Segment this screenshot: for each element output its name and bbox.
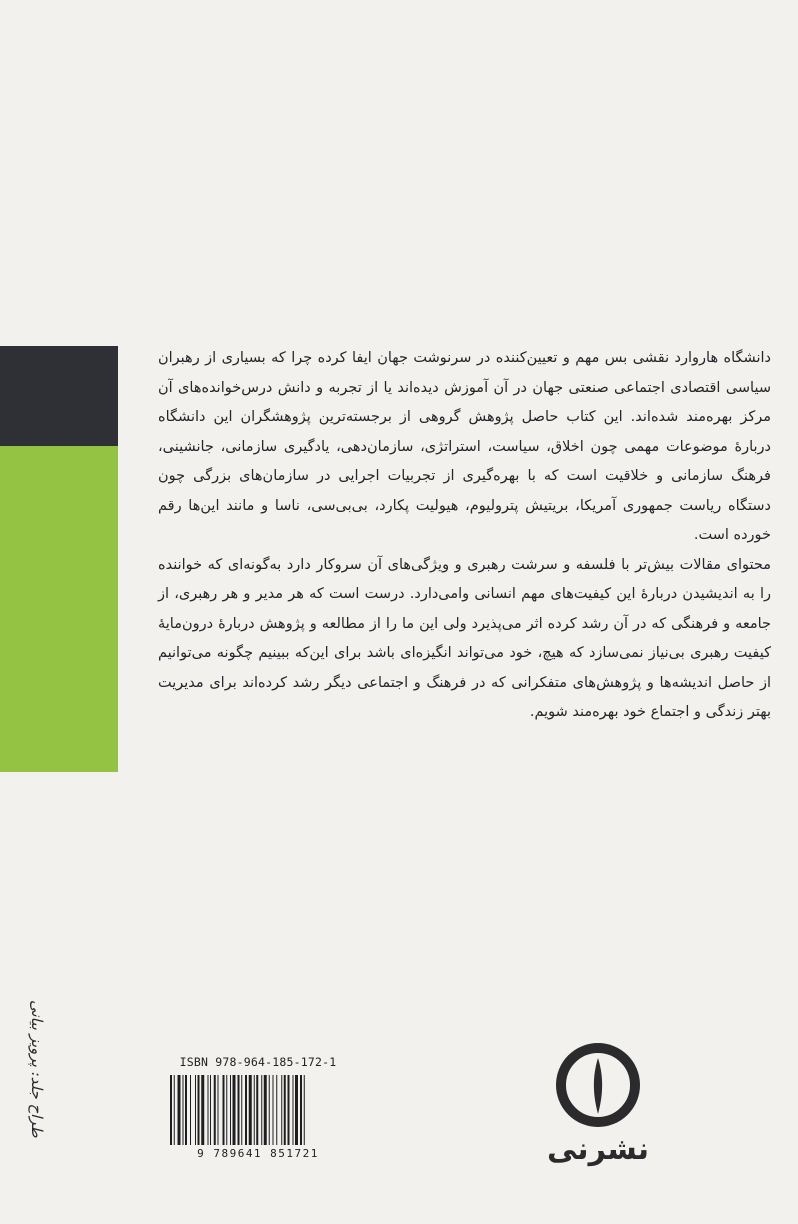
cover-designer-text: طراح جلد: پرویز بیانی [28, 1000, 46, 1138]
green-color-band [0, 446, 118, 772]
isbn-barcode [168, 1055, 348, 1167]
dark-color-band [0, 346, 118, 446]
isbn-label: ISBN 978-964-185-172-1 [179, 1055, 337, 1069]
blurb-paragraph-2: محتوای مقالات بیش‌تر با فلسفه و سرشت رهبری و ویژگی‌های آن سروکار دارد به‌گونه‌ای که خواننده را به اندیشیدن دربارهٔ این کیفیت‌های مهم انسانی وامی‌دارد. درست است که هر مدیر و هر رهبری، از جامعه و فرهنگی که در آن رشد کرده اثر می‌پذیرد ولی این ما را از مطالعه و پژوهش دربارهٔ درون‌مایهٔ کیفیت رهبری بی‌نیاز نمی‌سازد که هیچ، خود می‌تواند انگیزه‌ای باشد برای این‌که ببینیم چگونه می‌توانیم از حاصل اندیشه‌ها و پژوهش‌های متفکرانی که در فرهنگ و اجتماعی دیگر رشد کرده‌اند برای مدیریت بهتر زندگی و اجتماع خود بهره‌مند شویم. [158, 556, 771, 720]
publisher-name: نشرنی [546, 1132, 650, 1167]
barcode-digits: 9 789641 851721 [197, 1147, 319, 1160]
blurb-paragraph-1: دانشگاه هاروارد نقشی بس مهم و تعیین‌کننده در سرنوشت جهان ایفا کرده چرا که بسیاری از رهبران سیاسی اقتصادی اجتماعی صنعتی جهان در آن آموزش دیده‌اند یا از تجربه و دانش درس‌خوانده‌های آن مرکز بهره‌مند شده‌اند. این کتاب حاصل پژوهش گروهی از برجسته‌ترین پژوهشگران این دانشگاه دربارهٔ موضوعات مهمی چون اخلاق، سیاست، استراتژی، سازمان‌دهی، یادگیری سازمانی، جانشینی، فرهنگ سازمانی و خلاقیت است که با بهره‌گیری از تجربیات اجرایی در سازمان‌های بزرگی چون دستگاه ریاست جمهوری آمریکا، بریتیش پترولیوم، هیولیت پکارد، بی‌بی‌سی، ناسا و مانند این‌ها رقم خورده است. [158, 350, 771, 543]
nashr-ney-logo-icon [553, 1040, 643, 1132]
back-cover-blurb [158, 344, 771, 728]
publisher-logo [543, 1040, 653, 1190]
barcode-icon [170, 1075, 346, 1147]
